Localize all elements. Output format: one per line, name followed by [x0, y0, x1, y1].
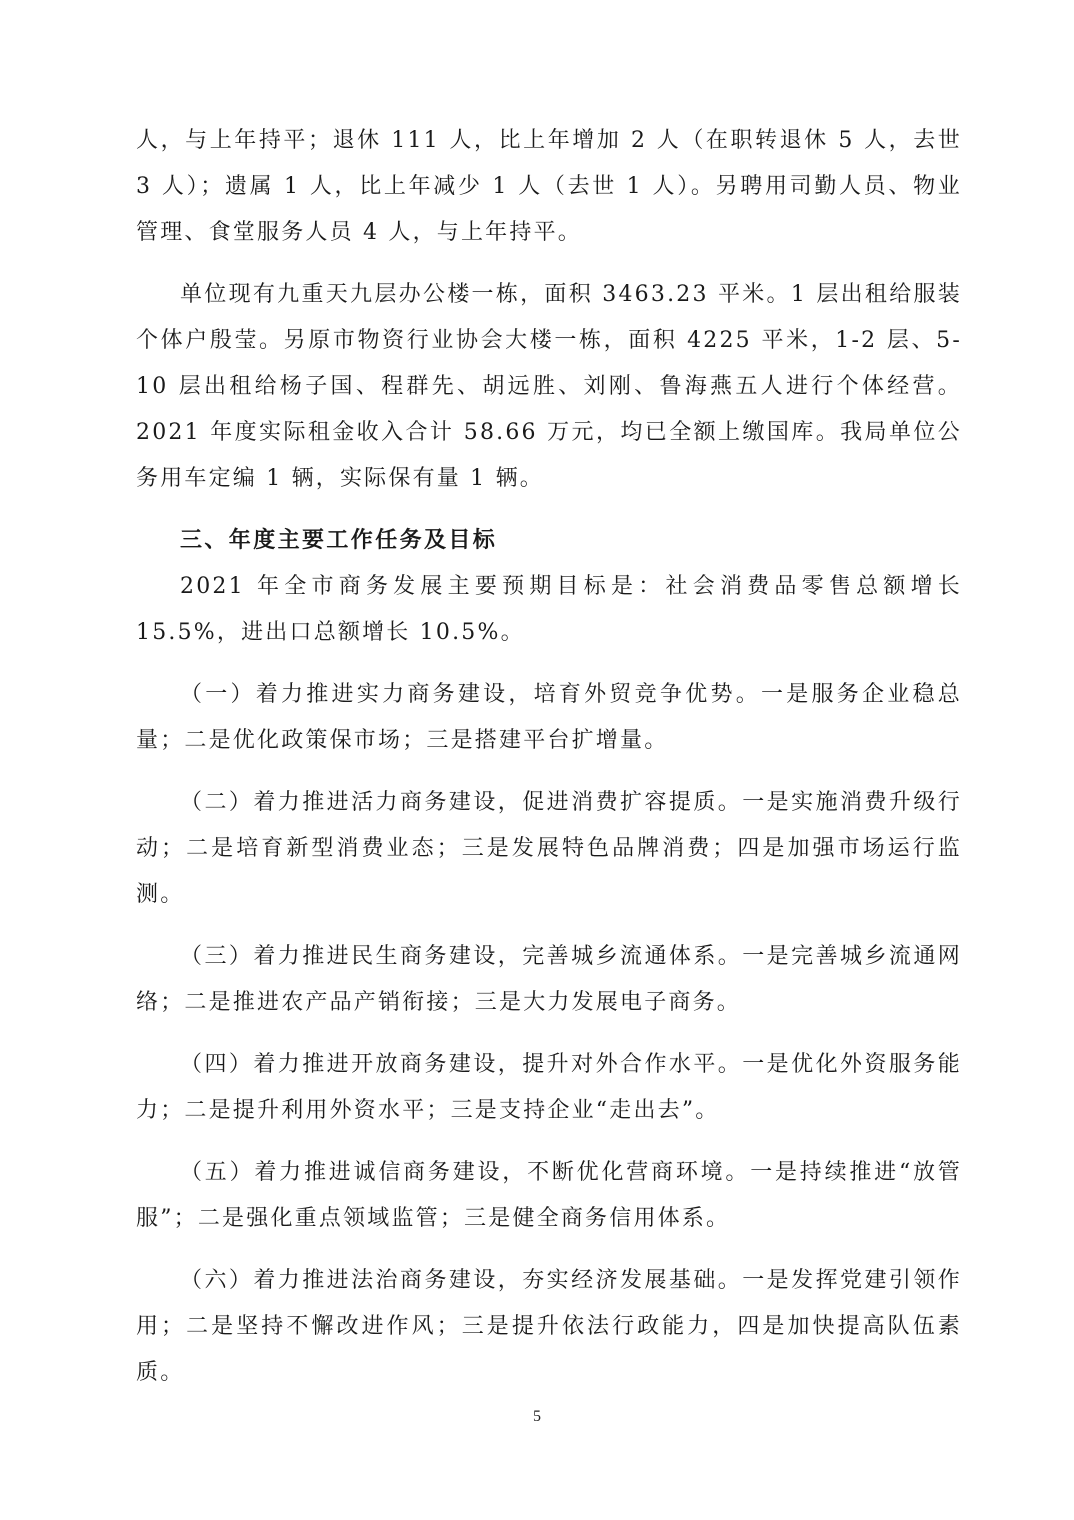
paragraph-task-3: （三）着力推进民生商务建设，完善城乡流通体系。一是完善城乡流通网络；二是推进农产品产销衔接；三是大力发展电子商务。	[136, 944, 962, 1015]
paragraph-task-6: （六）着力推进法治商务建设，夯实经济发展基础。一是发挥党建引领作用；二是坚持不懈改进作风；三是提升依法行政能力，四是加快提高队伍素质。	[136, 1268, 962, 1385]
document-body	[136, 118, 962, 1396]
page-number: 5	[533, 1408, 541, 1425]
section-heading: 三、年度主要工作任务及目标	[180, 528, 498, 553]
paragraph-annual-targets: 2021 年全市商务发展主要预期目标是：社会消费品零售总额增长 15.5%，进出口总额增长 10.5%。	[136, 574, 962, 645]
paragraph-task-1: （一）着力推进实力商务建设，培育外贸竞争优势。一是服务企业稳总量；二是优化政策保市场；三是搭建平台扩增量。	[136, 682, 962, 753]
paragraph-task-4: （四）着力推进开放商务建设，提升对外合作水平。一是优化外资服务能力；二是提升利用外资水平；三是支持企业“走出去”。	[136, 1052, 962, 1123]
paragraph-office-buildings: 单位现有九重天九层办公楼一栋，面积 3463.23 平米。1 层出租给服装个体户殷莹。另原市物资行业协会大楼一栋，面积 4225 平米，1-2 层、5-10 层出租给杨子国、程群先、胡远胜、刘刚、鲁海燕五人进行个体经营。2021 年度实际租金收入合计 58.66 万元，均已全额上缴国库。我局单位公务用车定编 1 辆，实际保有量 1 辆。	[136, 282, 962, 491]
paragraph-task-5: （五）着力推进诚信商务建设，不断优化营商环境。一是持续推进“放管服”；二是强化重点领域监管；三是健全商务信用体系。	[136, 1160, 962, 1231]
paragraph-task-2: （二）着力推进活力商务建设，促进消费扩容提质。一是实施消费升级行动；二是培育新型消费业态；三是发展特色品牌消费；四是加强市场运行监测。	[136, 790, 962, 907]
paragraph-staff-continuation: 人，与上年持平；退休 111 人，比上年增加 2 人（在职转退休 5 人，去世 3 人）；遗属 1 人，比上年减少 1 人（去世 1 人）。另聘用司勤人员、物业管理、食堂服务人员 4 人，与上年持平。	[136, 128, 962, 245]
